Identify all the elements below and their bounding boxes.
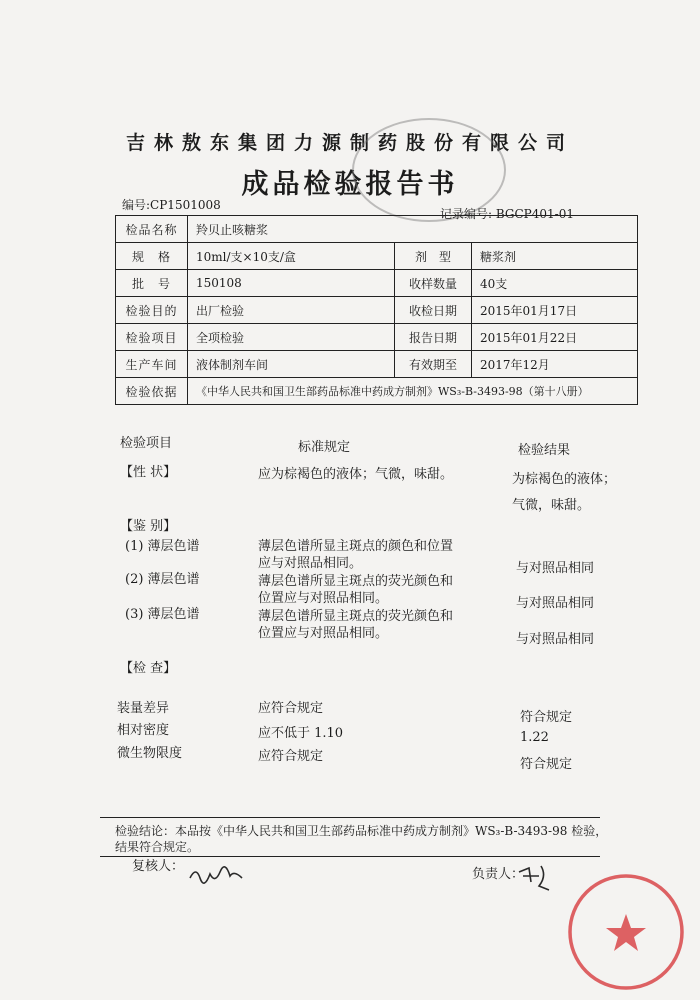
responsible-signature <box>515 862 555 894</box>
purpose-value: 出厂检验 <box>188 297 395 324</box>
header-standard: 标准规定 <box>298 440 351 455</box>
ident-3-name: (3) 薄层色谱 <box>125 607 200 622</box>
items-label: 检验项目 <box>116 324 188 351</box>
dosage-form-value: 糖浆剂 <box>472 243 638 270</box>
ident-3-std-1: 薄层色谱所显主斑点的荧光颜色和 <box>258 609 454 624</box>
items-value: 全项检验 <box>188 324 395 351</box>
table-row <box>116 297 638 324</box>
inspect-2-name: 相对密度 <box>117 723 170 738</box>
company-name: 吉林敖东集团力源制药股份有限公司 <box>125 132 574 154</box>
basis-label: 检验依据 <box>116 378 188 405</box>
report-title: 成品检验报告书 <box>241 169 459 200</box>
report-date-label: 报告日期 <box>395 324 472 351</box>
product-name: 羚贝止咳糖浆 <box>188 216 638 243</box>
workshop-label: 生产车间 <box>116 351 188 378</box>
table-row <box>116 351 638 378</box>
expiry-label: 有效期至 <box>395 351 472 378</box>
ident-1-std-1: 薄层色谱所显主斑点的颜色和位置 <box>258 539 454 554</box>
basis-value: 《中华人民共和国卫生部药品标准中药成方制剂》WS₃-B-3493-98（第十八册） <box>188 378 638 405</box>
inspect-1-name: 装量差异 <box>117 701 170 716</box>
ident-2-result: 与对照品相同 <box>516 596 595 611</box>
ident-1-name: (1) 薄层色谱 <box>125 539 200 554</box>
ident-2-std-2: 位置应与对照品相同。 <box>258 591 389 606</box>
responsible-label: 负责人： <box>472 867 525 882</box>
character-result-2: 气微，味甜。 <box>512 498 591 513</box>
expiry-value: 2017年12月 <box>472 351 638 378</box>
reviewer-label: 复核人： <box>132 859 185 874</box>
inspect-3-result: 符合规定 <box>520 757 573 772</box>
info-table <box>115 215 638 405</box>
received-qty-value: 40支 <box>472 270 638 297</box>
received-date-label: 收检日期 <box>395 297 472 324</box>
report-number: 编号:CP1501008 <box>122 198 221 212</box>
spec-value: 10ml/支×10支/盒 <box>188 243 395 270</box>
inspect-1-standard: 应符合规定 <box>258 701 324 716</box>
header-result: 检验结果 <box>518 443 571 458</box>
spec-label: 规 格 <box>116 243 188 270</box>
received-date-value: 2015年01月17日 <box>472 297 638 324</box>
dosage-form-label: 剂 型 <box>395 243 472 270</box>
quality-seal <box>566 872 686 992</box>
identification-heading: 【鉴 别】 <box>120 519 177 534</box>
batch-label: 批 号 <box>116 270 188 297</box>
character-result-1: 为棕褐色的液体； <box>512 472 617 487</box>
conclusion-line-1: 检验结论：本品按《中华人民共和国卫生部药品标准中药成方制剂》WS₃-B-3493-98 检验， <box>115 824 608 838</box>
divider <box>100 817 600 818</box>
inspect-2-standard: 应不低于 1.10 <box>258 726 344 741</box>
table-row <box>116 216 638 243</box>
inspect-2-result: 1.22 <box>520 730 549 745</box>
product-name-label: 检品名称 <box>116 216 188 243</box>
ident-1-result: 与对照品相同 <box>516 561 595 576</box>
ident-3-result: 与对照品相同 <box>516 632 595 647</box>
inspect-3-standard: 应符合规定 <box>258 749 324 764</box>
table-row <box>116 270 638 297</box>
inspection-heading: 【检 查】 <box>120 661 177 676</box>
table-row <box>116 324 638 351</box>
received-qty-label: 收样数量 <box>395 270 472 297</box>
report-date-value: 2015年01月22日 <box>472 324 638 351</box>
workshop-value: 液体制剂车间 <box>188 351 395 378</box>
table-row <box>116 243 638 270</box>
record-number: 记录编号: BGCP401-01 <box>440 207 574 221</box>
ident-2-std-1: 薄层色谱所显主斑点的荧光颜色和 <box>258 574 454 589</box>
ident-3-std-2: 位置应与对照品相同。 <box>258 626 389 641</box>
ident-1-std-2: 应与对照品相同。 <box>258 556 363 571</box>
batch-value: 150108 <box>188 270 395 297</box>
character-standard: 应为棕褐色的液体；气微，味甜。 <box>258 467 454 482</box>
header-item: 检验项目 <box>120 436 173 451</box>
reviewer-signature <box>186 860 246 888</box>
conclusion-line-2: 结果符合规定。 <box>115 840 200 854</box>
character-heading: 【性 状】 <box>120 465 177 480</box>
purpose-label: 检验目的 <box>116 297 188 324</box>
inspect-3-name: 微生物限度 <box>117 746 183 761</box>
ident-2-name: (2) 薄层色谱 <box>125 572 200 587</box>
inspect-1-result: 符合规定 <box>520 710 573 725</box>
table-row <box>116 378 638 405</box>
